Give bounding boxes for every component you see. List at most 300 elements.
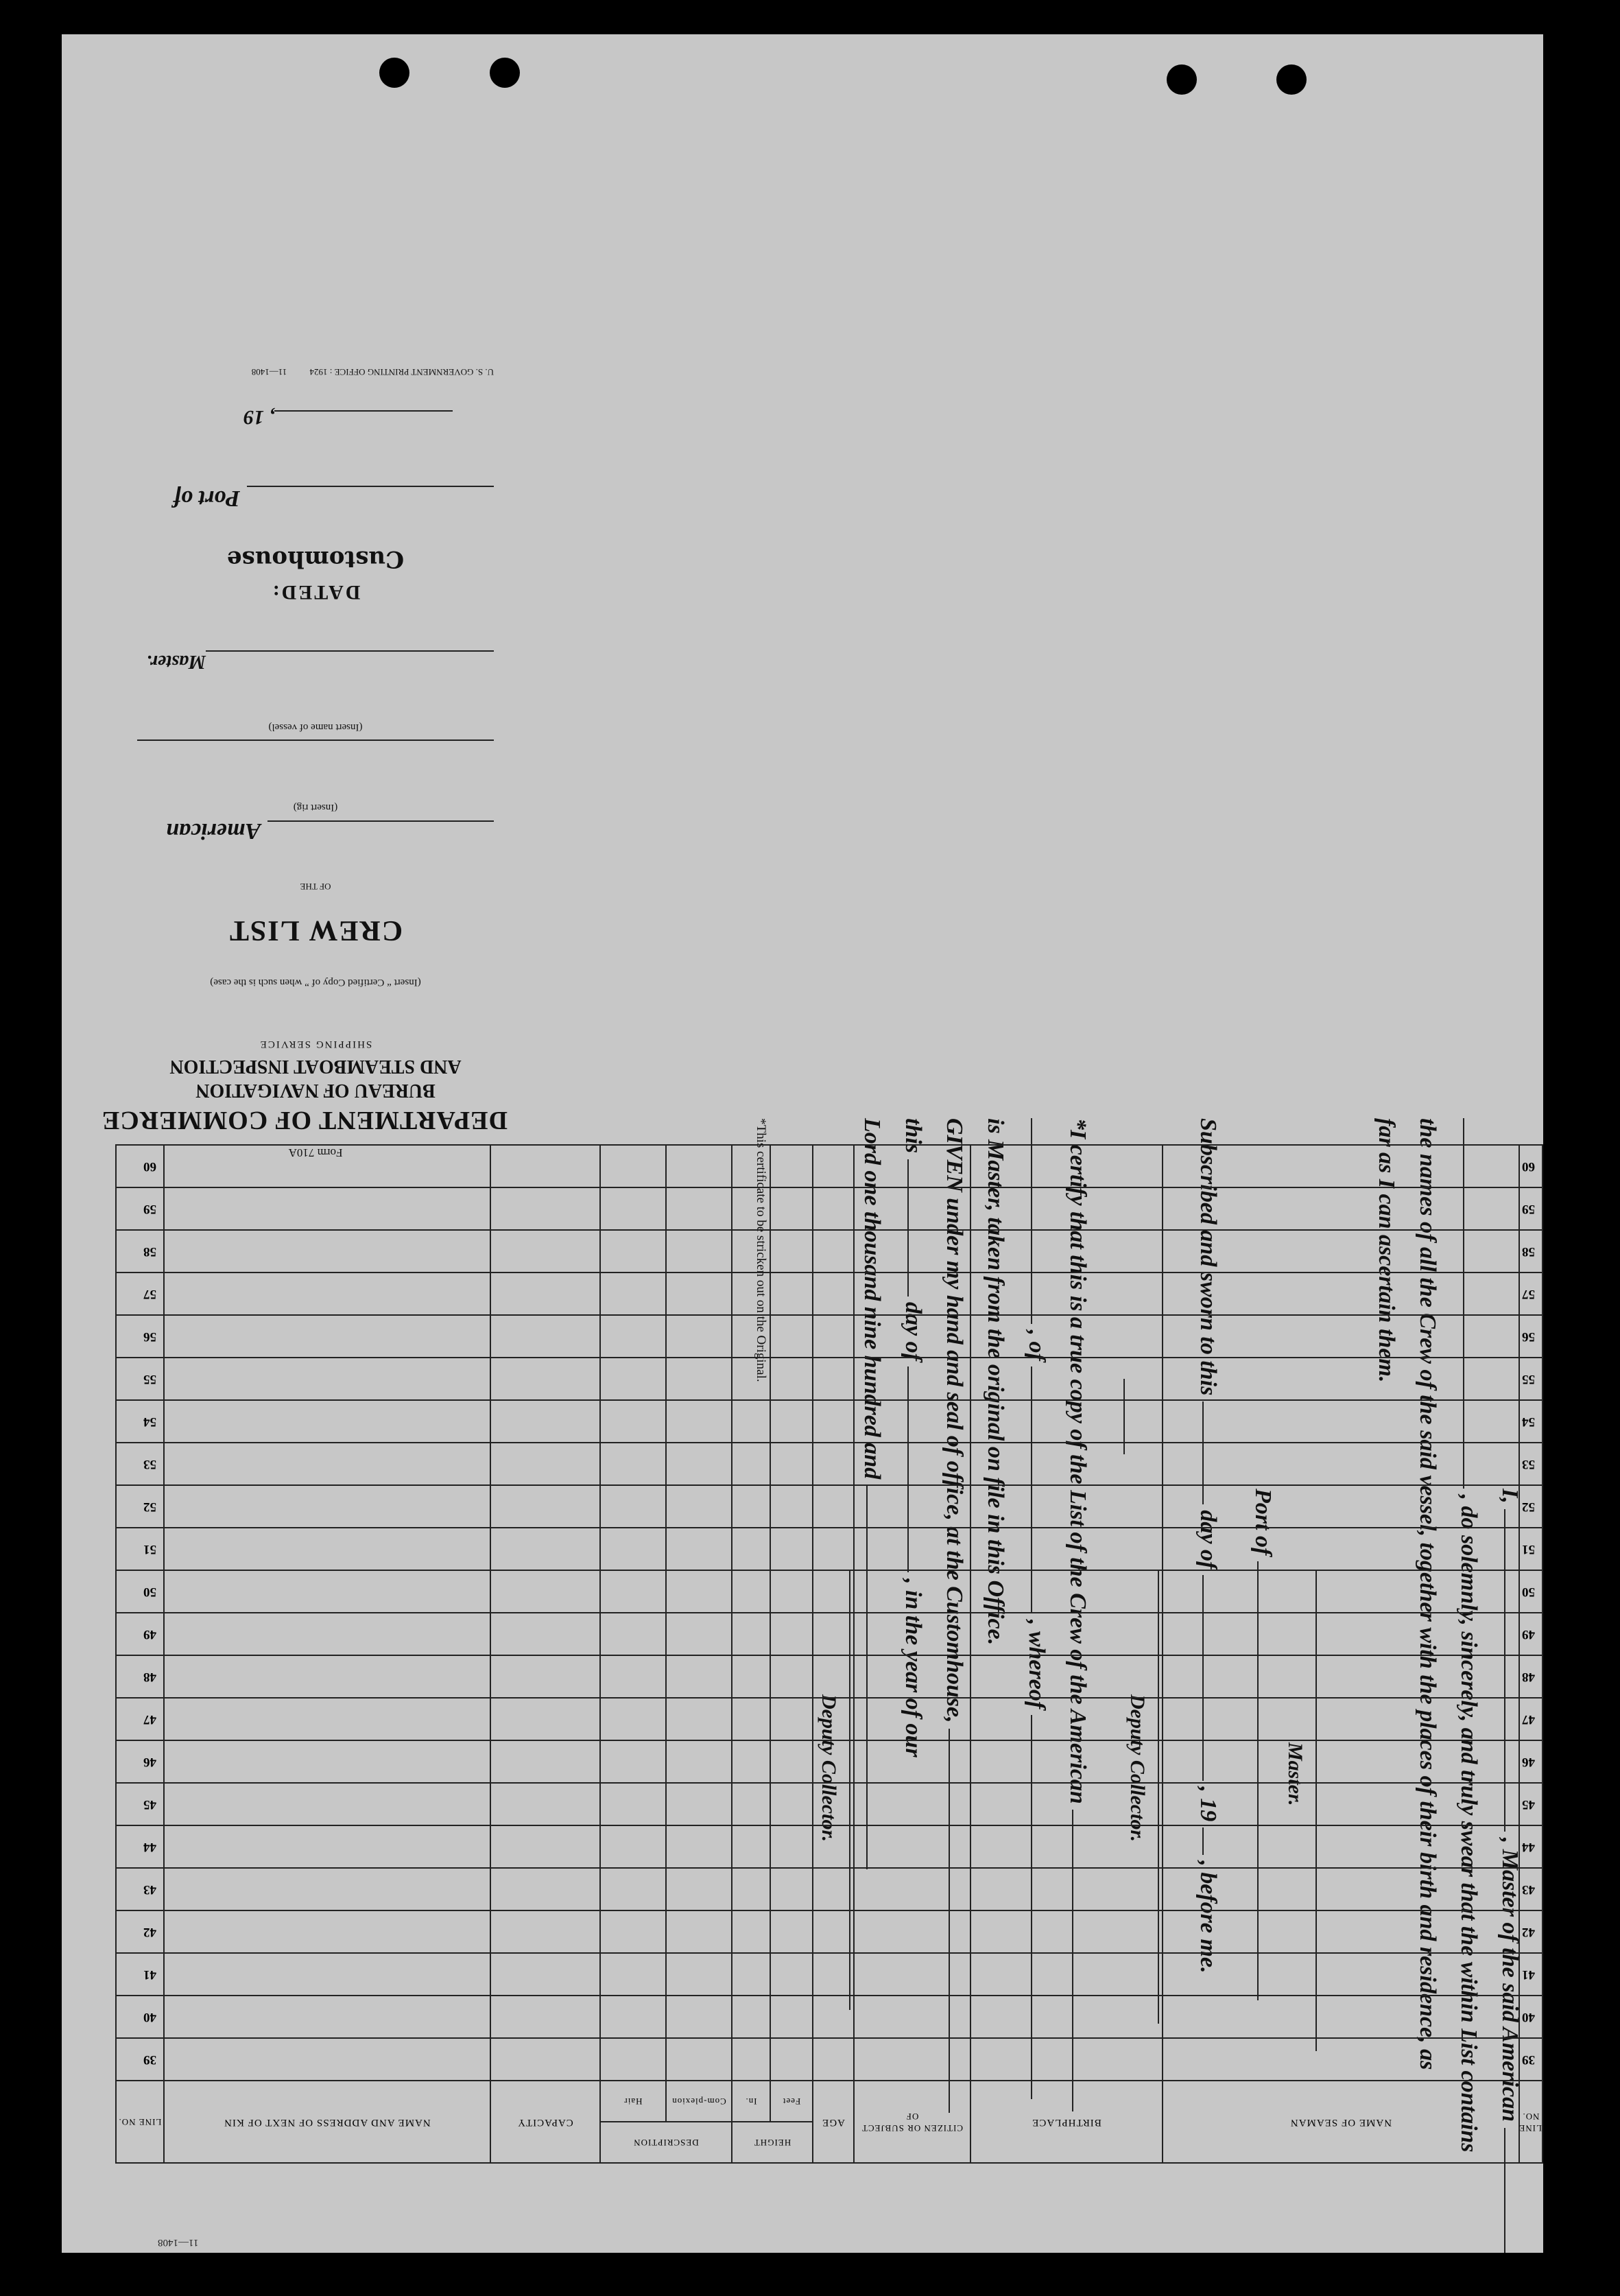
table-cell[interactable] [164, 1485, 490, 1528]
table-cell[interactable] [813, 1910, 854, 1953]
blank-line [247, 486, 494, 487]
table-cell[interactable] [732, 1740, 770, 1783]
service-title: SHIPPING SERVICE [259, 1039, 372, 1050]
table-cell[interactable] [600, 1953, 666, 1996]
table-cell[interactable] [854, 1655, 970, 1698]
table-cell[interactable] [164, 1698, 490, 1740]
table-cell[interactable] [732, 1443, 770, 1485]
table-cell[interactable] [600, 1400, 666, 1443]
table-cell[interactable] [666, 1145, 732, 1187]
oath-i: I, [1497, 1489, 1523, 1504]
subscribed-a: Subscribed and sworn to this [1195, 1118, 1221, 1396]
table-cell[interactable] [490, 1187, 600, 1230]
table-row [116, 1443, 1542, 1485]
cert-text-4: GIVEN under my hand and seal of office, at the Customhouse, [942, 1118, 967, 1723]
table-cell[interactable] [732, 1145, 770, 1187]
table-cell[interactable] [970, 1485, 1163, 1528]
table-cell[interactable] [490, 1655, 600, 1698]
table-cell[interactable] [1163, 1273, 1519, 1315]
table-cell[interactable] [1163, 1613, 1519, 1655]
line-number: 52 [1519, 1485, 1542, 1528]
bureau-title: BUREAU OF NAVIGATION [195, 1080, 436, 1101]
table-cell[interactable] [1163, 1698, 1519, 1740]
table-cell[interactable] [813, 1145, 854, 1187]
table-cell[interactable] [1163, 1528, 1519, 1570]
table-cell[interactable] [732, 1528, 770, 1570]
table-cell[interactable] [770, 1400, 813, 1443]
table-row [116, 1910, 1542, 1953]
cover-master: Master. [146, 651, 206, 672]
table-cell[interactable] [813, 1613, 854, 1655]
table-row [116, 1230, 1542, 1273]
table-cell[interactable] [164, 1187, 490, 1230]
crew-table-block [117, 1159, 1543, 2164]
table-cell[interactable] [732, 2038, 770, 2081]
table-cell[interactable] [1163, 2038, 1519, 2081]
table-cell[interactable] [770, 1996, 813, 2038]
table-cell[interactable] [600, 1443, 666, 1485]
gpo-line [252, 366, 494, 377]
table-cell[interactable] [490, 1996, 600, 2038]
table-cell[interactable] [600, 1740, 666, 1783]
table-cell[interactable] [770, 1273, 813, 1315]
table-cell[interactable] [813, 1273, 854, 1315]
table-cell[interactable] [164, 1868, 490, 1910]
table-cell[interactable] [1163, 1230, 1519, 1273]
table-cell[interactable] [854, 1528, 970, 1570]
table-cell[interactable] [732, 1910, 770, 1953]
table-cell[interactable] [970, 1528, 1163, 1570]
table-cell[interactable] [600, 1825, 666, 1868]
table-cell[interactable] [1163, 1996, 1519, 2038]
table-row [116, 1783, 1542, 1825]
table-cell[interactable] [813, 1187, 854, 1230]
table-cell[interactable] [770, 1145, 813, 1187]
table-row [116, 2038, 1542, 2081]
table-cell[interactable] [600, 1485, 666, 1528]
table-cell[interactable] [490, 1570, 600, 1613]
table-cell[interactable] [164, 1613, 490, 1655]
table-cell[interactable] [813, 1698, 854, 1740]
table-cell[interactable] [970, 1613, 1163, 1655]
table-cell[interactable] [490, 1400, 600, 1443]
cert-text-5c: , in the year of our [901, 1578, 926, 1757]
table-cell[interactable] [970, 1570, 1163, 1613]
table-cell[interactable] [666, 1655, 732, 1698]
table-cell[interactable] [732, 1655, 770, 1698]
table-row [116, 1740, 1542, 1783]
table-cell[interactable] [1163, 1825, 1519, 1868]
table-cell[interactable] [1163, 1187, 1519, 1230]
table-cell[interactable] [490, 1528, 600, 1570]
table-cell[interactable] [666, 1953, 732, 1996]
table-cell[interactable] [854, 1910, 970, 1953]
table-cell[interactable] [490, 1443, 600, 1485]
table-cell[interactable] [666, 1273, 732, 1315]
cert-text-1: *I certify that this is a true copy of the List of the Crew of the American [1065, 1118, 1091, 1804]
table-row [116, 1273, 1542, 1315]
table-cell[interactable] [813, 1485, 854, 1528]
table-cell[interactable] [854, 1443, 970, 1485]
table-cell[interactable] [770, 1825, 813, 1868]
table-cell[interactable] [732, 1315, 770, 1358]
table-cell[interactable] [164, 1783, 490, 1825]
table-cell[interactable] [813, 2038, 854, 2081]
table-cell[interactable] [854, 1315, 970, 1358]
line-number-right: 47 [116, 1698, 164, 1740]
table-cell[interactable] [854, 1825, 970, 1868]
table-cell[interactable] [732, 1868, 770, 1910]
table-cell[interactable] [813, 1528, 854, 1570]
table-cell[interactable] [970, 1655, 1163, 1698]
table-cell[interactable] [490, 1358, 600, 1400]
table-cell[interactable] [854, 1953, 970, 1996]
table-cell[interactable] [600, 2038, 666, 2081]
table-cell[interactable] [854, 1145, 970, 1187]
table-cell[interactable] [490, 1825, 600, 1868]
table-cell[interactable] [854, 1868, 970, 1910]
blank-line [274, 410, 453, 412]
table-cell[interactable] [164, 1230, 490, 1273]
table-cell[interactable] [164, 1740, 490, 1783]
table-cell[interactable] [770, 1655, 813, 1698]
table-cell[interactable] [854, 1613, 970, 1655]
table-cell[interactable] [970, 1740, 1163, 1783]
certified-note: (Insert “ Certified Copy of ” when such is the case) [210, 977, 421, 988]
line-number-right: 46 [116, 1740, 164, 1783]
table-cell[interactable] [770, 1443, 813, 1485]
line-number: 47 [1519, 1698, 1542, 1740]
table-cell[interactable] [164, 1953, 490, 1996]
line-number: 60 [1519, 1145, 1542, 1187]
table-cell[interactable] [1163, 1910, 1519, 1953]
table-row [116, 1358, 1542, 1400]
table-cell[interactable] [854, 1358, 970, 1400]
table-cell[interactable] [164, 1315, 490, 1358]
table-cell[interactable] [164, 1655, 490, 1698]
header-line-no: LINE NO. [1519, 2081, 1542, 2163]
table-cell[interactable] [600, 1358, 666, 1400]
cert-text-5b: day of [901, 1302, 926, 1361]
table-cell[interactable] [854, 1485, 970, 1528]
table-cell[interactable] [666, 1740, 732, 1783]
table-cell[interactable] [490, 2038, 600, 2081]
line-number: 58 [1519, 1230, 1542, 1273]
table-cell[interactable] [666, 1443, 732, 1485]
table-cell[interactable] [490, 1953, 600, 1996]
table-cell[interactable] [732, 1613, 770, 1655]
table-cell[interactable] [600, 1315, 666, 1358]
table-cell[interactable] [854, 1230, 970, 1273]
table-cell[interactable] [490, 1868, 600, 1910]
table-cell[interactable] [164, 1400, 490, 1443]
table-cell[interactable] [732, 1953, 770, 1996]
cover-year: , 19 [243, 406, 274, 429]
line-number-right: 44 [116, 1825, 164, 1868]
header-name-of-seaman: NAME OF SEAMAN [1163, 2081, 1519, 2163]
line-number: 44 [1519, 1825, 1542, 1868]
table-cell[interactable] [970, 1400, 1163, 1443]
table-cell[interactable] [970, 1230, 1163, 1273]
table-cell[interactable] [770, 1698, 813, 1740]
cover-american: American [166, 818, 261, 844]
line-number: 39 [1519, 2038, 1542, 2081]
table-cell[interactable] [813, 1655, 854, 1698]
table-cell[interactable] [732, 1400, 770, 1443]
table-cell[interactable] [164, 1910, 490, 1953]
table-cell[interactable] [600, 1996, 666, 2038]
table-cell[interactable] [813, 1315, 854, 1358]
table-cell[interactable] [164, 1570, 490, 1613]
table-cell[interactable] [600, 1570, 666, 1613]
table-cell[interactable] [970, 1868, 1163, 1910]
blank-line [137, 739, 494, 741]
table-cell[interactable] [732, 1485, 770, 1528]
table-cell[interactable] [600, 1230, 666, 1273]
table-cell[interactable] [732, 1187, 770, 1230]
line-number: 46 [1519, 1740, 1542, 1783]
table-cell[interactable] [1163, 1485, 1519, 1528]
line-number: 43 [1519, 1868, 1542, 1910]
table-cell[interactable] [732, 1698, 770, 1740]
table-cell[interactable] [600, 1528, 666, 1570]
table-row [116, 1698, 1542, 1740]
table-cell[interactable] [970, 1825, 1163, 1868]
table-cell[interactable] [490, 1740, 600, 1783]
table-cell[interactable] [164, 1528, 490, 1570]
table-cell[interactable] [1163, 1145, 1519, 1187]
table-cell[interactable] [164, 1358, 490, 1400]
table-cell[interactable] [600, 1698, 666, 1740]
blank-line [267, 820, 494, 822]
table-cell[interactable] [770, 1570, 813, 1613]
table-cell[interactable] [813, 1783, 854, 1825]
table-cell[interactable] [164, 1443, 490, 1485]
table-cell[interactable] [666, 1825, 732, 1868]
table-cell[interactable] [600, 1655, 666, 1698]
table-cell[interactable] [854, 1740, 970, 1783]
oath-line-4: far as I can ascertain them. [1374, 1118, 1399, 1383]
table-cell[interactable] [666, 1868, 732, 1910]
table-cell[interactable] [164, 2038, 490, 2081]
table-cell[interactable] [854, 1187, 970, 1230]
table-cell[interactable] [600, 1613, 666, 1655]
table-cell[interactable] [732, 1358, 770, 1400]
table-cell[interactable] [1163, 1655, 1519, 1698]
line-number: 48 [1519, 1655, 1542, 1698]
table-cell[interactable] [770, 1868, 813, 1910]
table-cell[interactable] [854, 1400, 970, 1443]
line-number: 56 [1519, 1315, 1542, 1358]
table-cell[interactable] [813, 1358, 854, 1400]
table-cell[interactable] [666, 1230, 732, 1273]
table-cell[interactable] [813, 1570, 854, 1613]
table-cell[interactable] [490, 1698, 600, 1740]
table-cell[interactable] [490, 1273, 600, 1315]
table-cell[interactable] [164, 1145, 490, 1187]
table-cell[interactable] [970, 1358, 1163, 1400]
form-number: Form 710A [288, 1146, 343, 1159]
table-cell[interactable] [854, 1783, 970, 1825]
table-cell[interactable] [732, 1230, 770, 1273]
table-cell[interactable] [1163, 1783, 1519, 1825]
table-cell[interactable] [600, 1273, 666, 1315]
table-cell[interactable] [1163, 1400, 1519, 1443]
header-next-of-kin: NAME AND ADDRESS OF NEXT OF KIN [164, 2081, 490, 2163]
table-cell[interactable] [1163, 1358, 1519, 1400]
table-cell[interactable] [970, 1315, 1163, 1358]
table-cell[interactable] [732, 1996, 770, 2038]
table-row [116, 1868, 1542, 1910]
line-number: 49 [1519, 1613, 1542, 1655]
table-cell[interactable] [666, 1400, 732, 1443]
table-cell[interactable] [770, 1230, 813, 1273]
line-number: 55 [1519, 1358, 1542, 1400]
table-cell[interactable] [1163, 1315, 1519, 1358]
table-cell[interactable] [854, 1570, 970, 1613]
table-cell[interactable] [600, 1868, 666, 1910]
line-number-right: 40 [116, 1996, 164, 2038]
table-cell[interactable] [732, 1273, 770, 1315]
insert-rig: (Insert rig) [293, 802, 338, 813]
table-cell[interactable] [770, 1315, 813, 1358]
table-cell[interactable] [732, 1825, 770, 1868]
cover-port-of: Port of [173, 486, 240, 511]
table-cell[interactable] [490, 1783, 600, 1825]
line-number-right: 49 [116, 1613, 164, 1655]
table-cell[interactable] [666, 1698, 732, 1740]
table-cell[interactable] [854, 1698, 970, 1740]
table-cell[interactable] [490, 1910, 600, 1953]
table-cell[interactable] [666, 1910, 732, 1953]
table-cell[interactable] [970, 1996, 1163, 2038]
line-number-right: 58 [116, 1230, 164, 1273]
table-cell[interactable] [813, 1868, 854, 1910]
table-cell[interactable] [770, 1740, 813, 1783]
table-cell[interactable] [813, 1825, 854, 1868]
subscribed-d: , before me. [1195, 1860, 1221, 1974]
line-number-right: 48 [116, 1655, 164, 1698]
gpo-text: U. S. GOVERNMENT PRINTING OFFICE : 1924 [309, 367, 494, 377]
table-cell[interactable] [970, 2038, 1163, 2081]
table-cell[interactable] [666, 1783, 732, 1825]
table-cell[interactable] [490, 1613, 600, 1655]
table-cell[interactable] [813, 1996, 854, 2038]
oath-line-3: the names of all the Crew of the said vessel, together with the places of their birth and residence, as [1415, 1118, 1440, 2070]
table-cell[interactable] [600, 1187, 666, 1230]
table-cell[interactable] [770, 1783, 813, 1825]
table-header-row [116, 2122, 1542, 2163]
table-cell[interactable] [813, 1230, 854, 1273]
certificate-line-3: is Master, taken from the original on file in this Office. [983, 1118, 1008, 1646]
table-cell[interactable] [813, 1400, 854, 1443]
table-cell[interactable] [490, 1230, 600, 1273]
table-cell[interactable] [666, 1570, 732, 1613]
line-number: 50 [1519, 1570, 1542, 1613]
table-cell[interactable] [732, 1783, 770, 1825]
table-cell[interactable] [1163, 1570, 1519, 1613]
table-cell[interactable] [666, 1485, 732, 1528]
table-cell[interactable] [600, 1910, 666, 1953]
line-number-right: 56 [116, 1315, 164, 1358]
table-cell[interactable] [666, 1187, 732, 1230]
table-row [116, 1996, 1542, 2038]
table-row [116, 1528, 1542, 1570]
table-cell[interactable] [970, 1145, 1163, 1187]
table-cell[interactable] [970, 1910, 1163, 1953]
table-cell[interactable] [732, 1570, 770, 1613]
table-cell[interactable] [164, 1825, 490, 1868]
table-cell[interactable] [854, 1273, 970, 1315]
table-cell[interactable] [770, 1613, 813, 1655]
table-cell[interactable] [1163, 1953, 1519, 1996]
table-cell[interactable] [666, 1996, 732, 2038]
table-cell[interactable] [970, 1953, 1163, 1996]
line-number: 54 [1519, 1400, 1542, 1443]
table-row [116, 1187, 1542, 1230]
table-cell[interactable] [970, 1443, 1163, 1485]
line-number-right: 41 [116, 1953, 164, 1996]
line-number: 45 [1519, 1783, 1542, 1825]
table-cell[interactable] [490, 1145, 600, 1187]
line-number-right: 53 [116, 1443, 164, 1485]
table-cell[interactable] [600, 1783, 666, 1825]
table-cell[interactable] [854, 2038, 970, 2081]
table-cell[interactable] [770, 1953, 813, 1996]
master-signature-label: Master. [1284, 1742, 1307, 1806]
table-cell[interactable] [1163, 1868, 1519, 1910]
line-number-right: 55 [116, 1358, 164, 1400]
table-cell[interactable] [1163, 1740, 1519, 1783]
table-cell[interactable] [813, 1443, 854, 1485]
table-cell[interactable] [666, 1358, 732, 1400]
table-cell[interactable] [770, 1358, 813, 1400]
table-cell[interactable] [666, 1613, 732, 1655]
table-cell[interactable] [666, 1315, 732, 1358]
customhouse-label: Customhouse [226, 545, 405, 573]
table-cell[interactable] [970, 1698, 1163, 1740]
subscribed-b: day of [1195, 1510, 1221, 1570]
table-cell[interactable] [770, 2038, 813, 2081]
table-cell[interactable] [770, 1187, 813, 1230]
oath-master-american: , Master of the said American [1497, 1837, 1523, 2122]
table-cell[interactable] [164, 1996, 490, 2038]
table-cell[interactable] [970, 1273, 1163, 1315]
table-cell[interactable] [490, 1485, 600, 1528]
table-cell[interactable] [666, 2038, 732, 2081]
table-cell[interactable] [970, 1187, 1163, 1230]
table-cell[interactable] [1163, 1443, 1519, 1485]
table-cell[interactable] [600, 1145, 666, 1187]
table-cell[interactable] [666, 1528, 732, 1570]
table-cell[interactable] [770, 1910, 813, 1953]
table-cell[interactable] [770, 1485, 813, 1528]
table-cell[interactable] [490, 1315, 600, 1358]
form-sheet [62, 34, 1543, 2253]
cert-deputy-collector: Deputy Collector. [818, 1694, 840, 1842]
table-cell[interactable] [854, 1996, 970, 2038]
table-cell[interactable] [970, 1783, 1163, 1825]
table-cell[interactable] [813, 1953, 854, 1996]
certificate-footnote: *This certificate to be stricken out on the Original. [754, 1118, 768, 1382]
table-cell[interactable] [164, 1273, 490, 1315]
line-number-right: 43 [116, 1868, 164, 1910]
table-cell[interactable] [813, 1740, 854, 1783]
line-number: 40 [1519, 1996, 1542, 2038]
line-number: 41 [1519, 1953, 1542, 1996]
line-number-right: 45 [116, 1783, 164, 1825]
table-cell[interactable] [770, 1528, 813, 1570]
